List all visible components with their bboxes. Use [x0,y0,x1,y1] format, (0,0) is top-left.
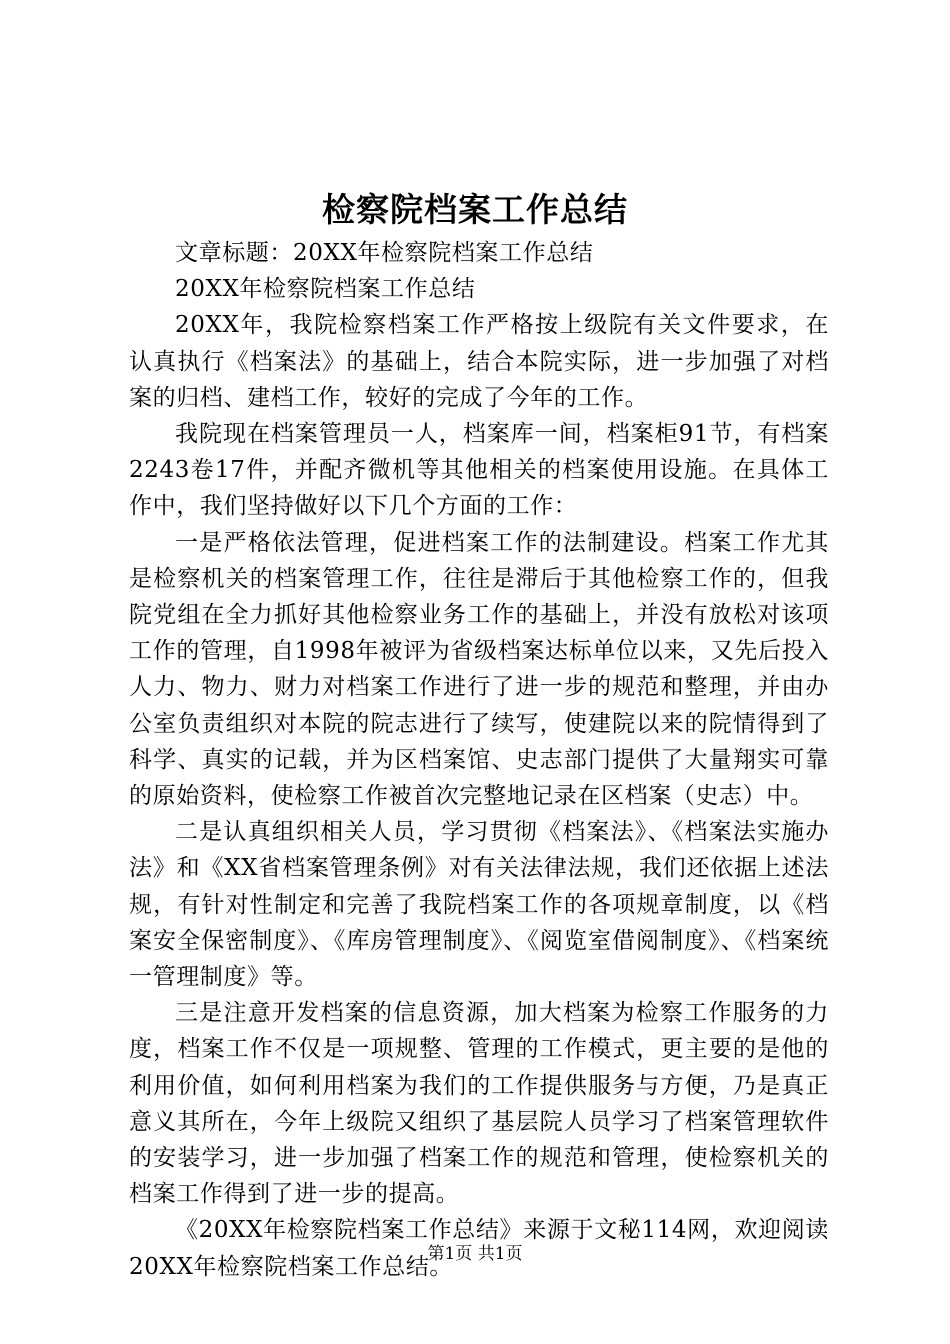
point-three-paragraph: 三是注意开发档案的信息资源，加大档案为检察工作服务的力度，档案工作不仅是一项规整、管理的工作模式，更主要的是他的利用价值，如何利用档案为我们的工作提供服务与方便，乃是真正意义其所在，今年上级院又组织了基层院人员学习了档案管理软件的安装学习，进一步加强了档案工作的规范和管理，使检察机关的档案工作得到了进一步的提高。 [129,1000,829,1208]
staffing-paragraph: 我院现在档案管理员一人，档案库一间，档案柜91节，有档案2243卷17件，并配齐微机等其他相关的档案使用设施。在具体工作中，我们坚持做好以下几个方面的工作： [129,421,829,520]
page-footer: 第1页 共1页 [427,1244,523,1264]
subtitle-line: 20XX年检察院档案工作总结 [175,276,476,303]
intro-paragraph: 20XX年，我院检察档案工作严格按上级院有关文件要求，在认真执行《档案法》的基础上，结合本院实际，进一步加强了对档案的归档、建档工作，较好的完成了今年的工作。 [129,312,829,411]
point-one-paragraph: 一是严格依法管理，促进档案工作的法制建设。档案工作尤其是检察机关的档案管理工作，往往是滞后于其他检察工作的，但我院党组在全力抓好其他检察业务工作的基础上，并没有放松对该项工作的管理，自1998年被评为省级档案达标单位以来，又先后投入人力、物力、财力对档案工作进行了进一步的规范和整理，并由办公室负责组织对本院的院志进行了续写，使建院以来的院情得到了科学、真实的记载，并为区档案馆、史志部门提供了大量翔实可靠的原始资料，使检察工作被首次完整地记录在区档案（史志）中。 [129,529,829,810]
document-title: 检察院档案工作总结 [322,190,628,229]
point-two-paragraph: 二是认真组织相关人员，学习贯彻《档案法》、《档案法实施办法》和《XX省档案管理条例》对有关法律法规，我们还依据上述法规，有针对性制定和完善了我院档案工作的各项规章制度，以《档案安全保密制度》、《库房管理制度》、《阅览室借阅制度》、《档案统一管理制度》等。 [129,819,829,991]
article-title-line: 文章标题：20XX年检察院档案工作总结 [175,240,594,266]
document-body [129,235,829,1285]
source-note-paragraph: 《20XX年检察院档案工作总结》来源于文秘114网，欢迎阅读20XX年检察院档案工作总结。 [129,1217,829,1280]
